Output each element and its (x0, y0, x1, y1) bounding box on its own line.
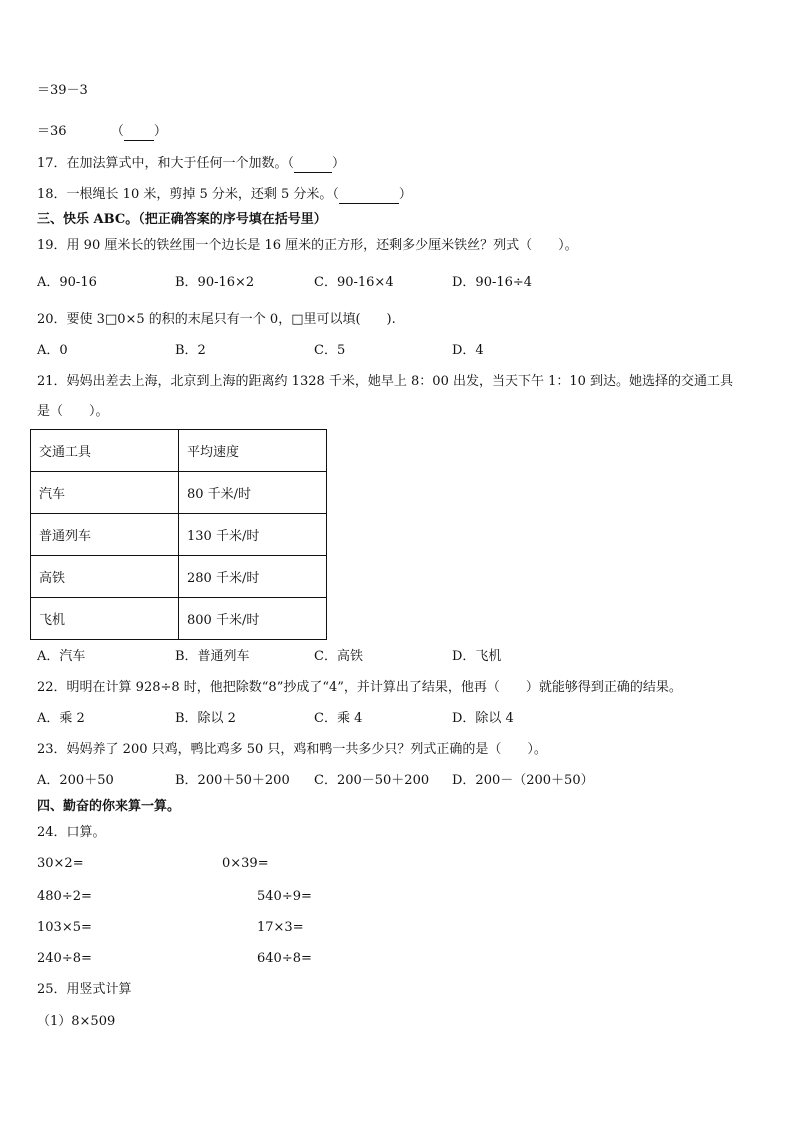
table-row (31, 556, 327, 598)
table-header-cell: 交通工具 (31, 430, 179, 472)
question-25-item-1: （1）8×509 (37, 1014, 116, 1029)
calc-line-2-text: ＝36 (37, 124, 67, 139)
q20-option-c[interactable]: C．5 (314, 343, 346, 358)
q22-option-c[interactable]: C．乘 4 (314, 711, 363, 726)
table-row (31, 472, 327, 514)
question-18-text: 18．一根绳长 10 米，剪掉 5 分米，还剩 5 分米。（ (37, 187, 339, 202)
q20-option-d[interactable]: D．4 (452, 343, 484, 358)
table-row (31, 514, 327, 556)
paren-close: ） (398, 187, 412, 202)
answer-blank[interactable] (294, 158, 332, 173)
mental-math-item: 103×5= (37, 920, 92, 935)
q22-option-d[interactable]: D．除以 4 (452, 711, 514, 726)
q19-option-d[interactable]: D．90-16÷4 (452, 275, 533, 290)
q23-option-d[interactable]: D．200－（200＋50） (452, 773, 594, 788)
question-24-title: 24．口算。 (37, 825, 106, 840)
table-cell: 80 千米/时 (179, 472, 327, 514)
mental-math-item: 0×39= (222, 856, 269, 871)
mental-math-item: 480÷2= (37, 889, 92, 904)
q23-option-a[interactable]: A．200＋50 (37, 773, 114, 788)
answer-blank[interactable] (339, 189, 399, 204)
table-cell: 飞机 (31, 598, 179, 640)
mental-math-item: 30×2= (37, 856, 84, 871)
question-22-text: 22．明明在计算 928÷8 时，他把除数“8”抄成了“4”，并计算出了结果，他再（ ）就能够得到正确的结果。 (37, 680, 682, 695)
q19-option-b[interactable]: B．90-16×2 (175, 275, 255, 290)
paren-close: ） (153, 124, 167, 139)
table-header-row (31, 430, 327, 472)
q22-option-a[interactable]: A．乘 2 (37, 711, 85, 726)
table-cell: 800 千米/时 (179, 598, 327, 640)
answer-blank[interactable] (124, 126, 154, 141)
table-row (31, 598, 327, 640)
question-17 (37, 155, 345, 173)
table-cell: 130 千米/时 (179, 514, 327, 556)
calc-line-2 (37, 123, 167, 141)
table-cell: 280 千米/时 (179, 556, 327, 598)
mental-math-item: 540÷9= (257, 889, 312, 904)
question-18 (37, 186, 412, 204)
q21-option-b[interactable]: B．普通列车 (175, 649, 250, 664)
question-20-text: 20．要使 3□0×5 的积的末尾只有一个 0，□里可以填( ). (37, 312, 396, 327)
q23-option-b[interactable]: B．200＋50＋200 (175, 773, 290, 788)
q21-option-c[interactable]: C．高铁 (314, 649, 363, 664)
table-header-cell: 平均速度 (179, 430, 327, 472)
question-23-text: 23．妈妈养了 200 只鸡，鸭比鸡多 50 只，鸡和鸭一共多少只？列式正确的是（ ）。 (37, 742, 547, 757)
question-21-text-line-1: 21．妈妈出差去上海，北京到上海的距离约 1328 千米，她早上 8：00 出发，当天下午 1：10 到达。她选择的交通工具 (37, 374, 734, 389)
q23-option-c[interactable]: C．200－50＋200 (314, 773, 430, 788)
q21-option-a[interactable]: A．汽车 (37, 649, 86, 664)
question-21-text-line-2: 是（ ）。 (37, 404, 109, 419)
q20-option-a[interactable]: A．0 (37, 343, 68, 358)
calc-line-1: ＝39－3 (37, 83, 88, 98)
q21-option-d[interactable]: D．飞机 (452, 649, 502, 664)
q20-option-b[interactable]: B．2 (175, 343, 206, 358)
speed-table (30, 429, 327, 640)
section-4-heading: 四、勤奋的你来算一算。 (37, 799, 181, 814)
section-3-heading: 三、快乐 ABC。（把正确答案的序号填在括号里） (37, 212, 327, 227)
table-cell: 汽车 (31, 472, 179, 514)
mental-math-item: 17×3= (257, 920, 304, 935)
mental-math-item: 240÷8= (37, 951, 92, 966)
table-cell: 高铁 (31, 556, 179, 598)
mental-math-item: 640÷8= (257, 951, 312, 966)
q19-option-a[interactable]: A．90-16 (37, 275, 97, 290)
question-25-title: 25．用竖式计算 (37, 982, 132, 997)
paren-close: ） (332, 156, 346, 171)
question-19-text: 19．用 90 厘米长的铁丝围一个边长是 16 厘米的正方形，还剩多少厘米铁丝？列式（ ）。 (37, 238, 578, 253)
q22-option-b[interactable]: B．除以 2 (175, 711, 236, 726)
table-cell: 普通列车 (31, 514, 179, 556)
q19-option-c[interactable]: C．90-16×4 (314, 275, 394, 290)
paren-open: （ (110, 124, 124, 139)
question-17-text: 17．在加法算式中，和大于任何一个加数。（ (37, 156, 295, 171)
